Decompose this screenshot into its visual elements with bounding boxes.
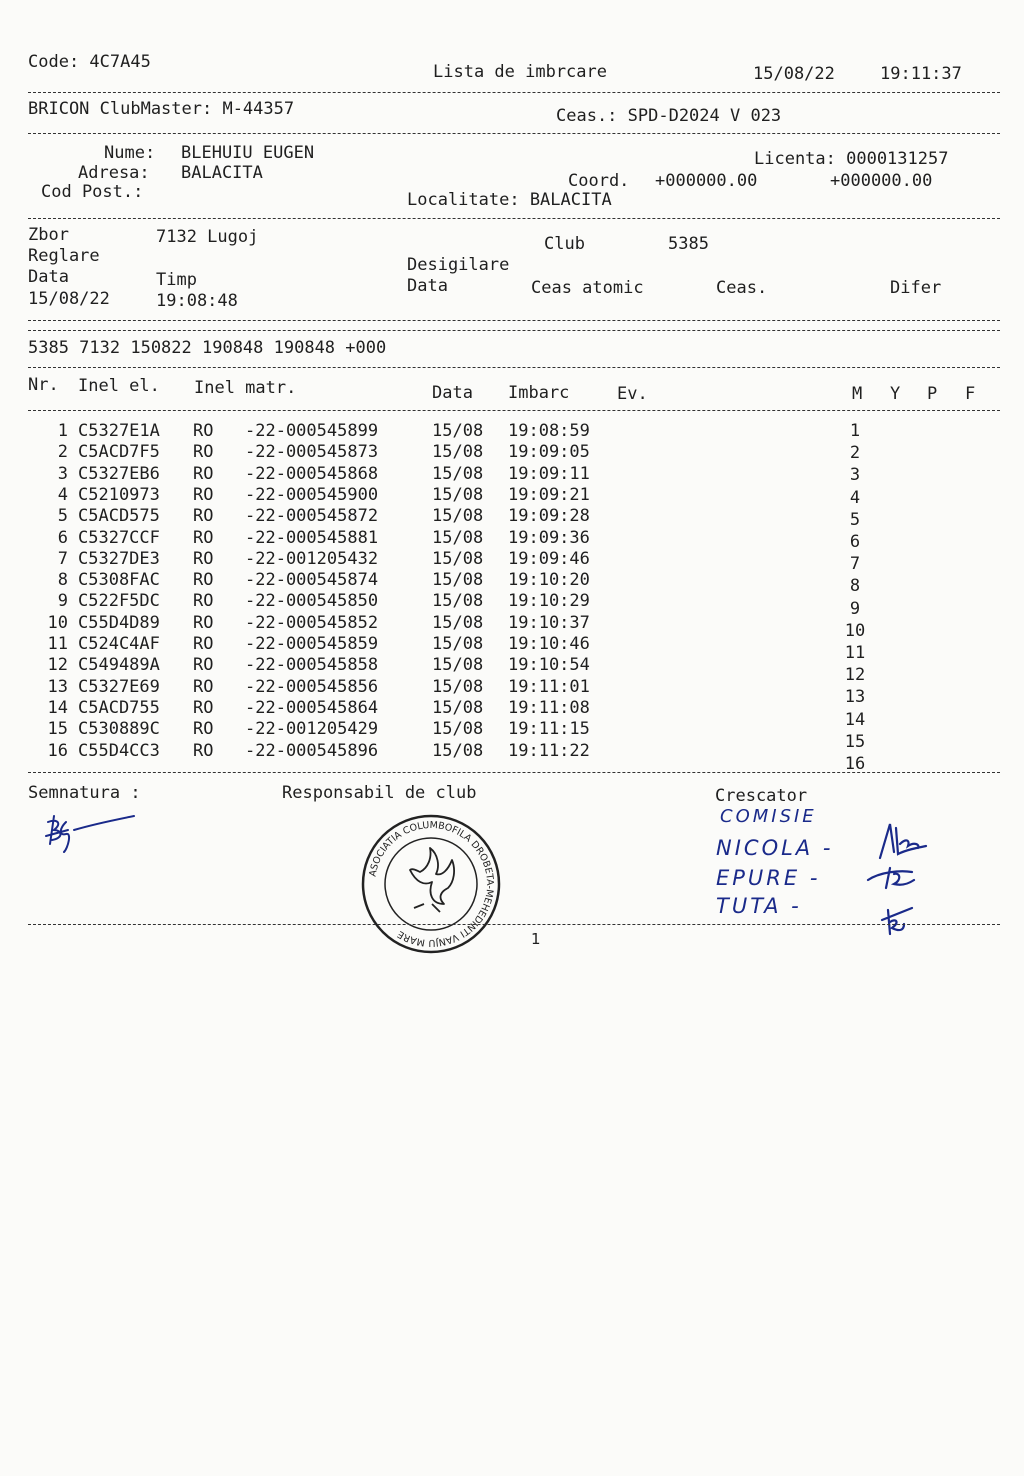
table-row	[0, 463, 1024, 487]
electronic-ring: C5ACD7F5	[78, 442, 160, 463]
basket-date: 15/08	[432, 442, 484, 463]
ceas-label: Ceas.	[716, 278, 768, 298]
ring-country: RO	[193, 548, 214, 569]
coord-label: Coord.	[568, 171, 630, 191]
ring-country: RO	[193, 591, 214, 612]
row-number: 15	[47, 719, 68, 740]
owner-name: BLEHUIU EUGEN	[181, 143, 315, 163]
ring-country: RO	[193, 527, 214, 548]
electronic-ring: C530889C	[78, 719, 160, 740]
divider	[28, 320, 1000, 321]
col-inel-matr: Inel matr.	[194, 378, 297, 398]
registration-ring: -22-000545868	[245, 463, 379, 484]
col-y: Y	[890, 384, 901, 404]
marker-m: 10	[844, 620, 866, 641]
clock-id: Ceas.: SPD-D2024 V 023	[556, 106, 782, 126]
desigilare-label: Desigilare	[407, 255, 510, 275]
basket-time: 19:11:15	[508, 719, 590, 740]
table-row	[0, 527, 1024, 552]
ring-country: RO	[193, 655, 214, 676]
marker-m: 6	[849, 532, 861, 552]
basket-date: 15/08	[432, 634, 484, 654]
document-title: Lista de imbrcare	[433, 62, 607, 82]
basket-time: 19:10:54	[508, 655, 590, 676]
basket-date: 15/08	[432, 463, 484, 484]
marker-m: 8	[849, 576, 861, 597]
reglare-label: Reglare	[28, 246, 100, 266]
locality: Localitate: BALACITA	[407, 190, 612, 210]
electronic-ring: C5ACD575	[78, 506, 160, 527]
coord-lat: +000000.00	[655, 171, 758, 191]
signature-icon	[38, 808, 138, 858]
row-number: 16	[47, 740, 68, 761]
basket-date: 15/08	[432, 421, 484, 441]
divider	[28, 92, 1000, 93]
ring-country: RO	[193, 740, 214, 761]
basket-date: 15/08	[432, 527, 484, 548]
basket-time: 19:11:01	[508, 676, 590, 697]
ring-country: RO	[193, 421, 214, 441]
ring-country: RO	[193, 570, 214, 591]
row-number: 8	[57, 570, 68, 591]
table-row	[0, 740, 1024, 774]
row-number: 2	[57, 442, 68, 463]
table-row	[0, 612, 1024, 641]
cod-post-label: Cod Post.:	[41, 182, 144, 202]
registration-ring: -22-000545852	[245, 612, 379, 633]
row-number: 14	[47, 697, 68, 718]
electronic-ring: C55D4CC3	[78, 740, 160, 761]
basket-time: 19:10:46	[508, 634, 590, 654]
col-inel-el: Inel el.	[78, 376, 160, 396]
basket-date: 15/08	[432, 548, 484, 569]
basket-time: 19:08:59	[508, 421, 590, 441]
registration-ring: -22-000545873	[245, 442, 379, 463]
col-ev: Ev.	[617, 384, 648, 404]
club-responsible-label: Responsabil de club	[282, 783, 477, 803]
basket-time: 19:10:20	[508, 570, 590, 591]
divider	[28, 410, 1000, 411]
basket-time: 19:10:37	[508, 612, 590, 633]
club-stamp-icon	[358, 812, 504, 956]
electronic-ring: C5327DE3	[78, 548, 160, 569]
handwritten-commission: COMISIE	[720, 806, 817, 827]
basket-date: 15/08	[432, 612, 484, 633]
ring-country: RO	[193, 442, 214, 463]
row-number: 13	[47, 676, 68, 697]
electronic-ring: C5327CCF	[78, 527, 160, 548]
reglare-date: 15/08/22	[28, 289, 110, 309]
registration-ring: -22-000545859	[245, 634, 379, 654]
basket-date: 15/08	[432, 740, 484, 761]
registration-ring: -22-000545858	[245, 655, 379, 676]
basket-date: 15/08	[432, 506, 484, 527]
table-row	[0, 655, 1024, 686]
electronic-ring: C549489A	[78, 655, 160, 676]
divider	[28, 367, 1000, 368]
row-number: 9	[57, 591, 68, 612]
basket-time: 19:09:36	[508, 527, 590, 548]
divider	[28, 218, 1000, 219]
marker-m: 5	[849, 509, 861, 530]
electronic-ring: C5210973	[78, 484, 160, 505]
basket-date: 15/08	[432, 591, 484, 612]
club-number: 5385	[668, 234, 709, 254]
table-row	[0, 444, 1024, 465]
print-time: 19:11:37	[880, 64, 962, 84]
registration-ring: -22-000545856	[245, 676, 379, 697]
print-date: 15/08/22	[753, 64, 835, 84]
row-number: 11	[47, 634, 68, 654]
table-row	[0, 508, 1024, 529]
marker-m: 14	[844, 709, 866, 730]
electronic-ring: C5308FAC	[78, 570, 160, 591]
electronic-ring: C55D4D89	[78, 612, 160, 633]
marker-m: 7	[849, 554, 861, 575]
basket-time: 19:11:22	[508, 740, 590, 761]
row-number: 12	[47, 655, 68, 676]
breeder-label: Crescator	[715, 786, 808, 806]
basket-time: 19:11:08	[508, 697, 590, 718]
page-number: 1	[531, 930, 541, 948]
electronic-ring: C5327EB6	[78, 463, 160, 484]
ring-country: RO	[193, 634, 214, 654]
registration-ring: -22-000545896	[245, 740, 379, 761]
ceas-atomic-label: Ceas atomic	[531, 278, 644, 298]
divider	[28, 133, 1000, 134]
ring-country: RO	[193, 697, 214, 718]
marker-m: 1	[849, 421, 861, 441]
table-row	[0, 570, 1024, 597]
basket-date: 15/08	[432, 570, 484, 591]
timp-label: Timp	[156, 270, 197, 290]
nume-label: Nume:	[104, 143, 156, 163]
handwritten-name: TUTA -	[716, 894, 802, 918]
basket-time: 19:09:46	[508, 548, 590, 569]
owner-address: BALACITA	[181, 163, 263, 183]
marker-m: 15	[844, 731, 866, 752]
divider	[28, 924, 1000, 925]
electronic-ring: C5327E69	[78, 676, 160, 697]
basket-date: 15/08	[432, 719, 484, 740]
zbor-label: Zbor	[28, 225, 69, 245]
row-number: 7	[57, 548, 68, 569]
basket-date: 15/08	[432, 484, 484, 505]
registration-ring: -22-000545872	[245, 506, 379, 527]
stamp-text: ASOCIATIA COLUMBOFILA DROBETA-MEHEDINTI VANJU MARE	[367, 819, 496, 949]
ring-country: RO	[193, 463, 214, 484]
row-number: 1	[57, 421, 68, 441]
club-label: Club	[544, 234, 585, 254]
marker-m: 11	[844, 643, 866, 663]
electronic-ring: C5327E1A	[78, 421, 160, 441]
basket-time: 19:09:11	[508, 463, 590, 484]
marker-m: 12	[844, 665, 866, 686]
ring-country: RO	[193, 676, 214, 697]
signature-label: Semnatura :	[28, 783, 141, 803]
reglare-time: 19:08:48	[156, 291, 238, 311]
basket-time: 19:09:21	[508, 484, 590, 505]
divider	[28, 772, 1000, 773]
basket-time: 19:10:29	[508, 591, 590, 612]
col-f: F	[965, 384, 976, 404]
col-nr: Nr.	[28, 375, 59, 395]
divider	[28, 330, 1000, 331]
col-m: M	[852, 384, 863, 404]
marker-m: 9	[849, 598, 861, 619]
difer-label: Difer	[890, 278, 942, 298]
marker-m: 4	[849, 487, 861, 508]
adresa-label: Adresa:	[78, 163, 150, 183]
table-row	[0, 423, 1024, 444]
registration-ring: -22-000545881	[245, 527, 379, 548]
marker-m: 2	[849, 443, 861, 464]
registration-ring: -22-000545900	[245, 484, 379, 505]
handwritten-name: EPURE -	[716, 866, 821, 890]
basket-time: 19:09:05	[508, 442, 590, 463]
license: Licenta: 0000131257	[754, 149, 949, 169]
basket-time: 19:09:28	[508, 506, 590, 527]
handwritten-name: NICOLA -	[716, 836, 834, 860]
col-imbarc: Imbarc	[508, 383, 570, 403]
ring-country: RO	[193, 719, 214, 740]
registration-ring: -22-000545874	[245, 570, 379, 591]
row-number: 6	[57, 527, 68, 548]
coord-lon: +000000.00	[830, 171, 933, 191]
ring-country: RO	[193, 506, 214, 527]
registration-ring: -22-001205432	[245, 548, 379, 569]
data2-label: Data	[407, 276, 448, 296]
marker-m: 13	[844, 687, 866, 708]
registration-ring: -22-001205429	[245, 719, 379, 740]
col-p: P	[927, 384, 938, 404]
registration-ring: -22-000545899	[245, 421, 379, 441]
basket-date: 15/08	[432, 676, 484, 697]
col-data: Data	[432, 383, 473, 403]
marker-m: 3	[849, 465, 861, 486]
ring-country: RO	[193, 484, 214, 505]
row-number: 3	[57, 463, 68, 484]
row-number: 10	[47, 612, 68, 633]
table-row	[0, 591, 1024, 619]
flight-name: 7132 Lugoj	[156, 227, 259, 247]
summary-line: 5385 7132 150822 190848 190848 +000	[28, 338, 387, 358]
clubmaster-id: BRICON ClubMaster: M-44357	[28, 99, 295, 119]
electronic-ring: C522F5DC	[78, 591, 160, 612]
basket-date: 15/08	[432, 697, 484, 718]
ring-country: RO	[193, 612, 214, 633]
electronic-ring: C5ACD755	[78, 697, 160, 718]
table-row	[0, 634, 1024, 663]
code-label: Code: 4C7A45	[28, 52, 151, 72]
electronic-ring: C524C4AF	[78, 634, 160, 654]
row-number: 5	[57, 506, 68, 527]
table-row	[0, 484, 1024, 508]
registration-ring: -22-000545850	[245, 591, 379, 612]
table-row	[0, 548, 1024, 575]
row-number: 4	[57, 484, 68, 505]
data-label: Data	[28, 267, 69, 287]
basket-date: 15/08	[432, 655, 484, 676]
marker-m: 16	[844, 754, 866, 774]
registration-ring: -22-000545864	[245, 697, 379, 718]
